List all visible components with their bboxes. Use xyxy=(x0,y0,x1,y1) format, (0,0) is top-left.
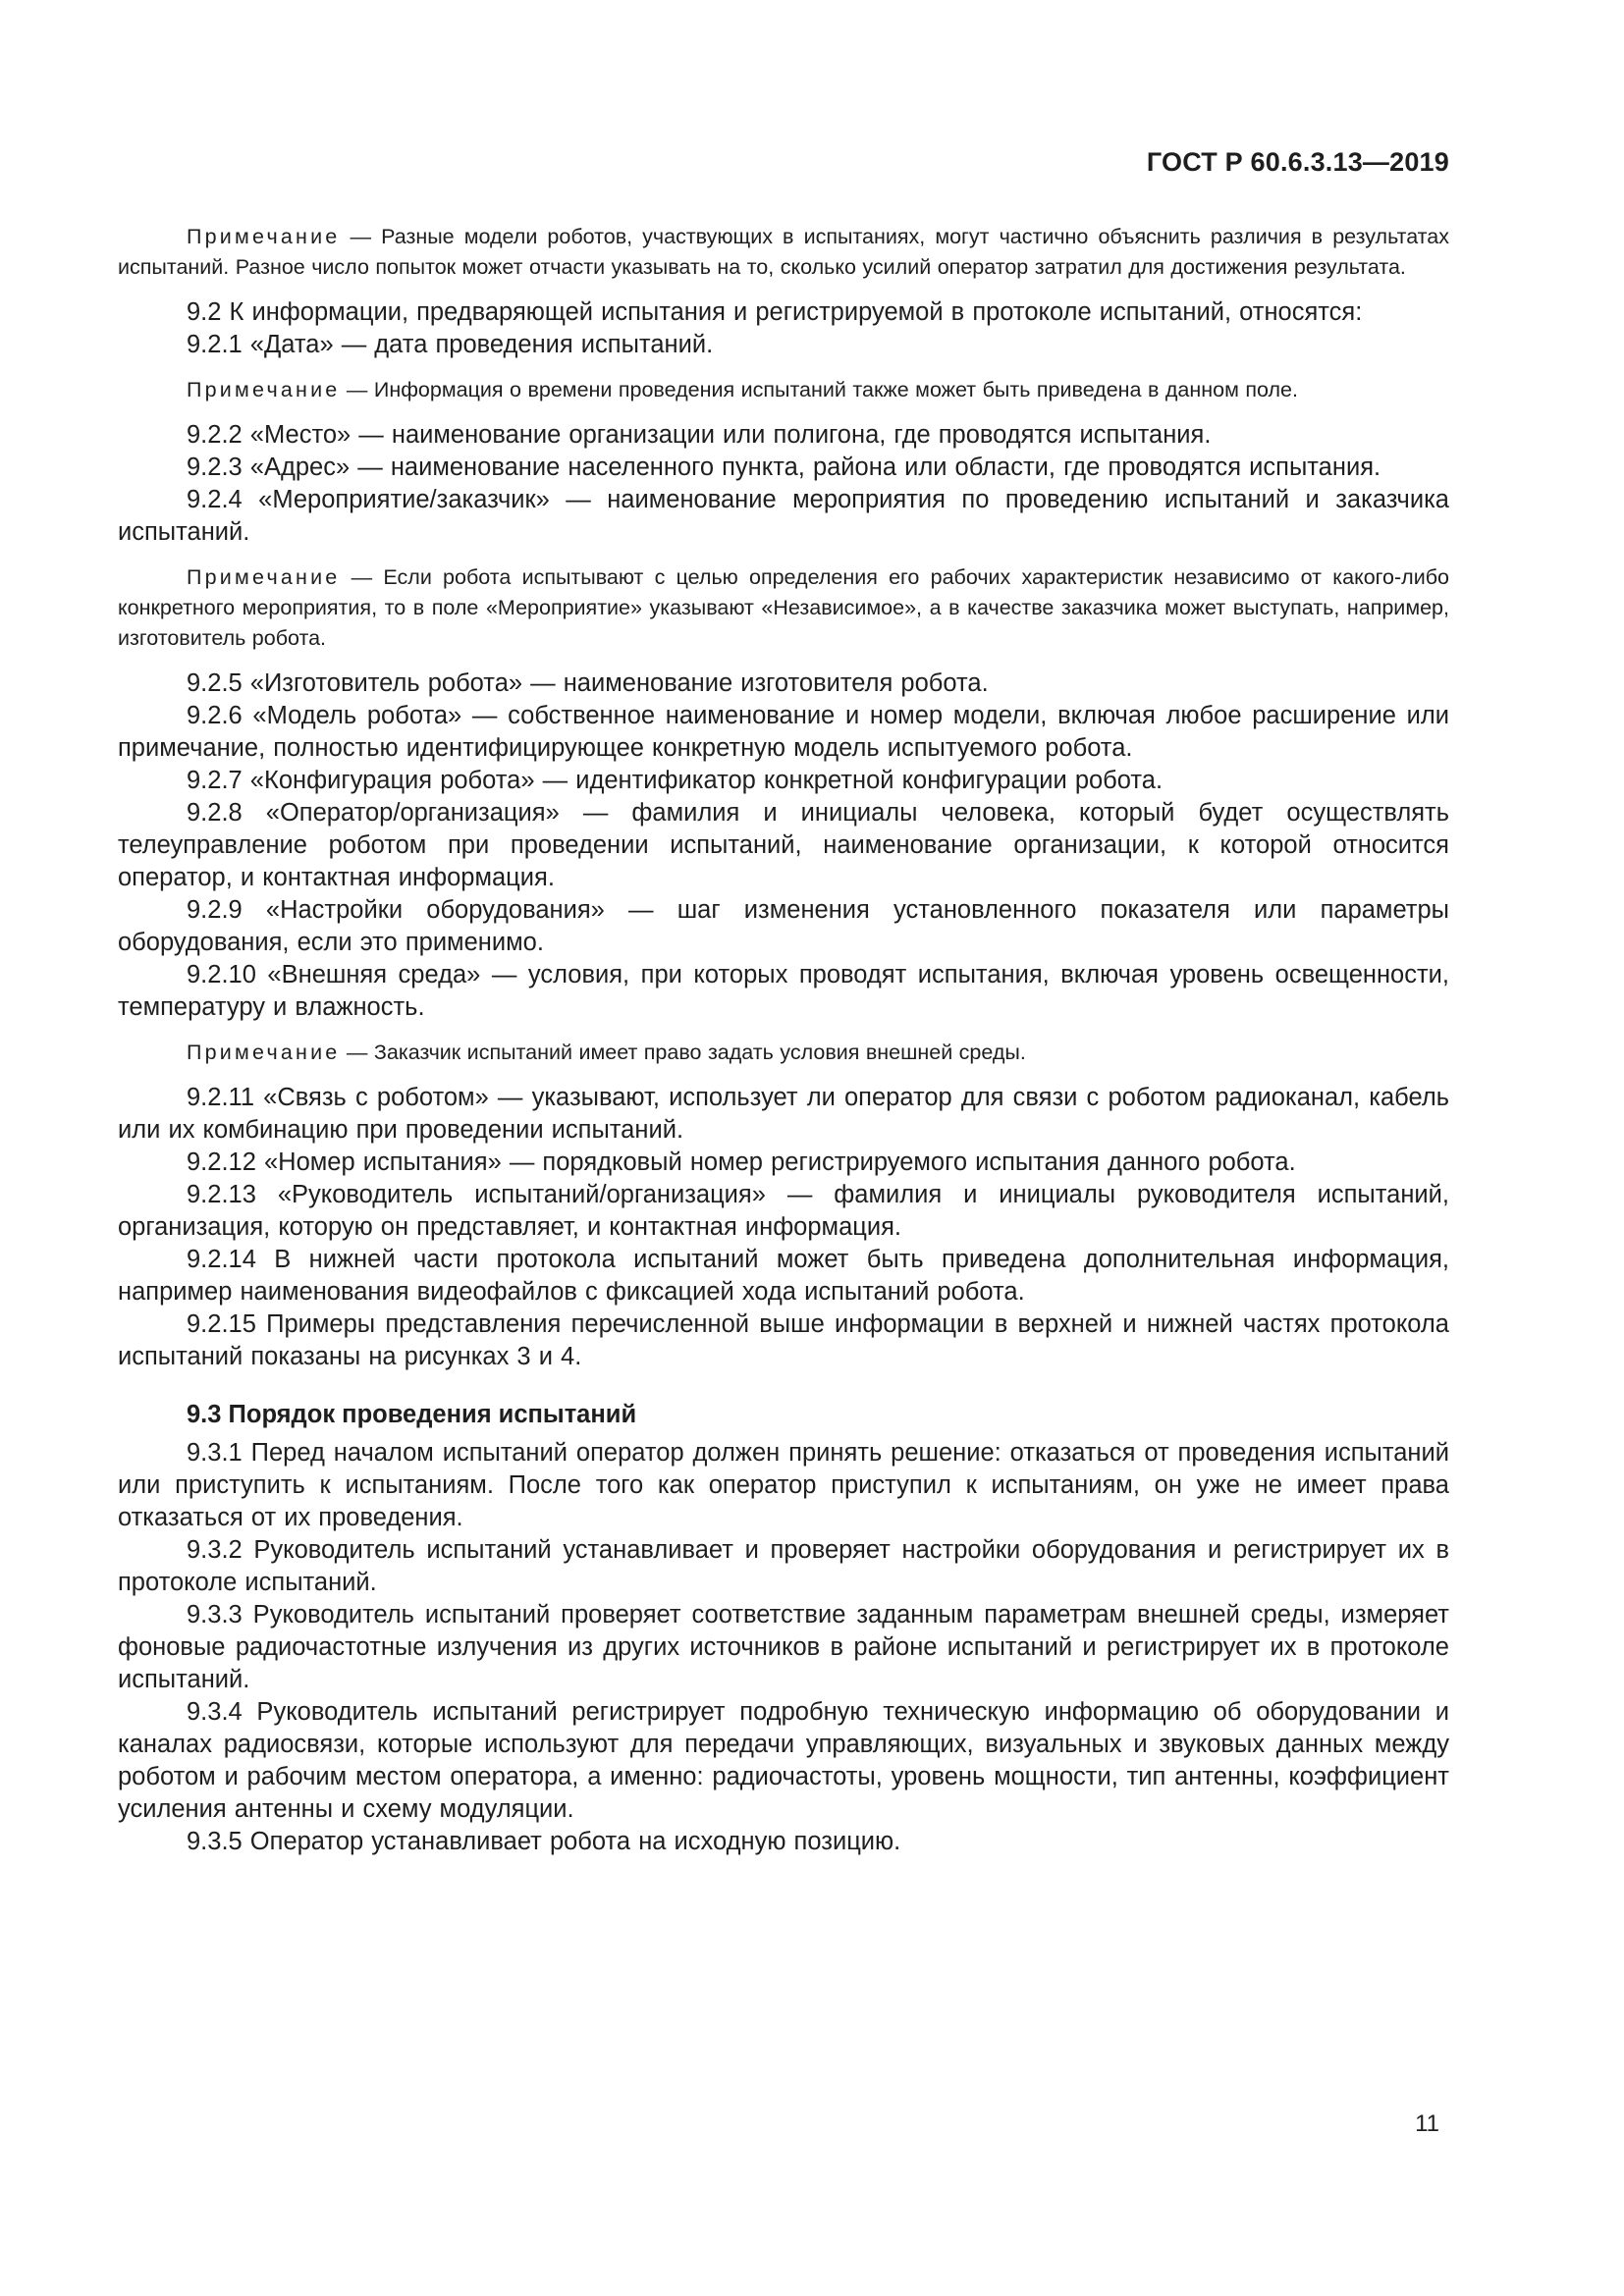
standard-designation: ГОСТ Р 60.6.3.13—2019 xyxy=(1146,147,1449,177)
document-body xyxy=(118,222,1449,1858)
note-dash: — xyxy=(340,565,384,589)
clause-9-3-4: 9.3.4 Руководитель испытаний регистрирует подробную техническую информацию об оборудовании и каналах радиосвязи, которые используют для передачи управляющих, визуальных и звуковых данных между роботом и рабочим местом оператора, а именно: радиочастоты, уровень мощности, тип антенны, коэффициент усиления антенны и схему модуляции. xyxy=(118,1698,1449,1823)
note-text: Если робота испытывают с целью определения его рабочих характеристик независимо от какого-либо конкретного мероприятия, то в поле «Мероприятие» указывают «Независимое», а в качестве заказчика может выступать, например, изготовитель робота. xyxy=(118,565,1449,650)
clause-9-2-13: 9.2.13 «Руководитель испытаний/организация» — фамилия и инициалы руководителя испытаний, организация, которую он представляет, и контактная информация. xyxy=(118,1181,1449,1241)
clause-9-3-1: 9.3.1 Перед началом испытаний оператор должен принять решение: отказаться от проведения испытаний или приступить к испытаниям. После того как оператор приступил к испытаниям, он уже не имеет права отказаться от их проведения. xyxy=(118,1439,1449,1531)
page-number: 11 xyxy=(1415,2110,1439,2137)
note-dash: — xyxy=(340,225,382,248)
clause-9-2-11: 9.2.11 «Связь с роботом» — указывают, использует ли оператор для связи с роботом радиоканал, кабель или их комбинацию при проведении испытаний. xyxy=(118,1084,1449,1144)
note-paragraph xyxy=(118,562,1449,654)
clause-9-2-14: 9.2.14 В нижней части протокола испытаний может быть приведена дополнительная информация, например наименования видеофайлов с фиксацией хода испытаний робота. xyxy=(118,1246,1449,1306)
clause-9-3-2: 9.3.2 Руководитель испытаний устанавливает и проверяет настройки оборудования и регистрирует их в протоколе испытаний. xyxy=(118,1536,1449,1596)
clause-9-2-9: 9.2.9 «Настройки оборудования» — шаг изменения установленного показателя или параметры оборудования, если это применимо. xyxy=(118,896,1449,956)
clause-9-2-2: 9.2.2 «Место» — наименование организации или полигона, где проводятся испытания. xyxy=(187,421,1212,449)
note-text: Заказчик испытаний имеет право задать условия внешней среды. xyxy=(373,1041,1026,1064)
clause-9-2-8: 9.2.8 «Оператор/организация» — фамилия и инициалы человека, который будет осуществлять телеуправление роботом при проведении испытаний, наименование организации, к которой относится оператор, и контактная информация. xyxy=(118,799,1449,891)
note-paragraph xyxy=(118,375,1449,405)
clause-9-2-7: 9.2.7 «Конфигурация робота» — идентификатор конкретной конфигурации робота. xyxy=(187,767,1164,794)
section-heading-9-3: 9.3 Порядок проведения испытаний xyxy=(187,1401,637,1428)
clause-9-2: 9.2 К информации, предваряющей испытания и регистрируемой в протоколе испытаний, относятся: xyxy=(187,298,1363,326)
clause-9-2-3: 9.2.3 «Адрес» — наименование населенного пункта, района или области, где проводятся испытания. xyxy=(187,454,1381,481)
clause-9-2-1: 9.2.1 «Дата» — дата проведения испытаний. xyxy=(187,331,714,358)
note-paragraph xyxy=(118,1038,1449,1068)
clause-9-3-5: 9.3.5 Оператор устанавливает робота на исходную позицию. xyxy=(187,1828,901,1855)
clause-9-3-3: 9.3.3 Руководитель испытаний проверяет соответствие заданным параметрам внешней среды, измеряет фоновые радиочастотные излучения из других источников в районе испытаний и регистрирует их в протоколе испытаний. xyxy=(118,1601,1449,1693)
clause-9-2-15: 9.2.15 Примеры представления перечисленной выше информации в верхней и нижней частях протокола испытаний показаны на рисунках 3 и 4. xyxy=(118,1310,1449,1370)
note-dash: — xyxy=(340,1041,374,1064)
clause-9-2-12: 9.2.12 «Номер испытания» — порядковый номер регистрируемого испытания данного робота. xyxy=(187,1148,1296,1176)
note-label: Примечание xyxy=(187,378,341,401)
note-label: Примечание xyxy=(187,565,341,589)
clause-9-2-6: 9.2.6 «Модель робота» — собственное наименование и номер модели, включая любое расширение или примечание, полностью идентифицирующее конкретную модель испытуемого робота. xyxy=(118,702,1449,762)
clause-9-2-5: 9.2.5 «Изготовитель робота» — наименование изготовителя робота. xyxy=(187,669,989,697)
note-label: Примечание xyxy=(187,225,341,248)
note-dash: — xyxy=(340,378,374,401)
note-paragraph xyxy=(118,222,1449,283)
note-label: Примечание xyxy=(187,1041,341,1064)
clause-9-2-4: 9.2.4 «Мероприятие/заказчик» — наименование мероприятия по проведению испытаний и заказчика испытаний. xyxy=(118,486,1449,546)
note-text: Информация о времени проведения испытаний также может быть приведена в данном поле. xyxy=(373,378,1298,401)
note-text: Разные модели роботов, участвующих в испытаниях, могут частично объяснить различия в результатах испытаний. Разное число попыток может отчасти указывать на то, сколько усилий оператор затратил для достижения результата. xyxy=(118,225,1449,279)
clause-9-2-10: 9.2.10 «Внешняя среда» — условия, при которых проводят испытания, включая уровень освещенности, температуру и влажность. xyxy=(118,961,1449,1021)
